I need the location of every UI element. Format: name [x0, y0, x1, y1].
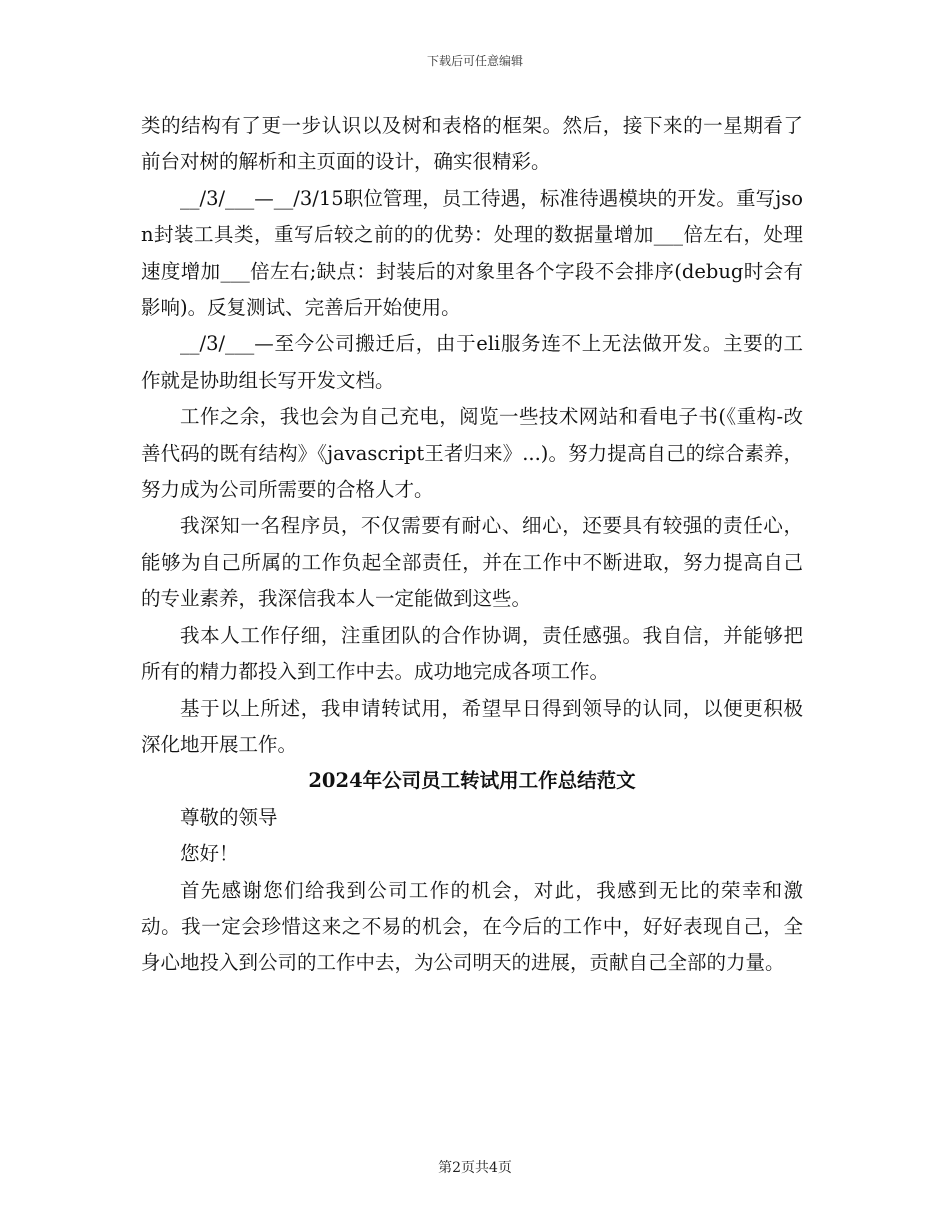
paragraph-continued: 类的结构有了更一步认识以及树和表格的框架。然后，接下来的一星期看了前台对树的解析和主页面的设计，确实很精彩。 — [141, 114, 803, 174]
section-title: 2024年公司员工转试用工作总结范文 — [308, 769, 636, 793]
document-body — [141, 108, 803, 982]
greeting: 您好！ — [180, 842, 239, 866]
page-header: 下载后可任意编辑 — [426, 54, 523, 68]
paragraph-responsibility: 我深知一名程序员，不仅需要有耐心、细心，还要具有较强的责任心，能够为自己所属的工作负起全部责任，并在工作中不断进取，努力提高自己的专业素养，我深信我本人一定能做到这些。 — [141, 514, 803, 611]
salutation: 尊敬的领导 — [180, 805, 278, 829]
page-number: 第2页共4页 — [438, 1160, 512, 1176]
paragraph-relocation: __/3/___—至今公司搬迁后，由于eli服务连不上无法做开发。主要的工作就是协助组长写开发文档。 — [141, 332, 803, 392]
paragraph-thanks: 首先感谢您们给我到公司工作的机会，对此，我感到无比的荣幸和激动。我一定会珍惜这来之不易的机会，在今后的工作中，好好表现自己，全身心地投入到公司的工作中去，为公司明天的进展，贡献自己全部的力量。 — [141, 878, 803, 975]
paragraph-job-module: __/3/___—__/3/15职位管理，员工待遇，标准待遇模块的开发。重写json封装工具类，重写后较之前的的优势：处理的数据量增加___倍左右，处理速度增加___倍左右;缺点：封装后的对象里各个字段不会排序(debug时会有影响)。反复测试、完善后开始使用。 — [141, 186, 803, 320]
paragraph-application: 基于以上所述，我申请转试用，希望早日得到领导的认同，以便更积极深化地开展工作。 — [141, 696, 803, 756]
paragraph-teamwork: 我本人工作仔细，注重团队的合作协调，责任感强。我自信，并能够把所有的精力都投入到工作中去。成功地完成各项工作。 — [141, 623, 803, 684]
paragraph-self-study: 工作之余，我也会为自己充电，阅览一些技术网站和看电子书(《重构-改善代码的既有结构》《javascript王者归来》...)。努力提高自己的综合素养，努力成为公司所需要的合格人才。 — [141, 405, 803, 502]
